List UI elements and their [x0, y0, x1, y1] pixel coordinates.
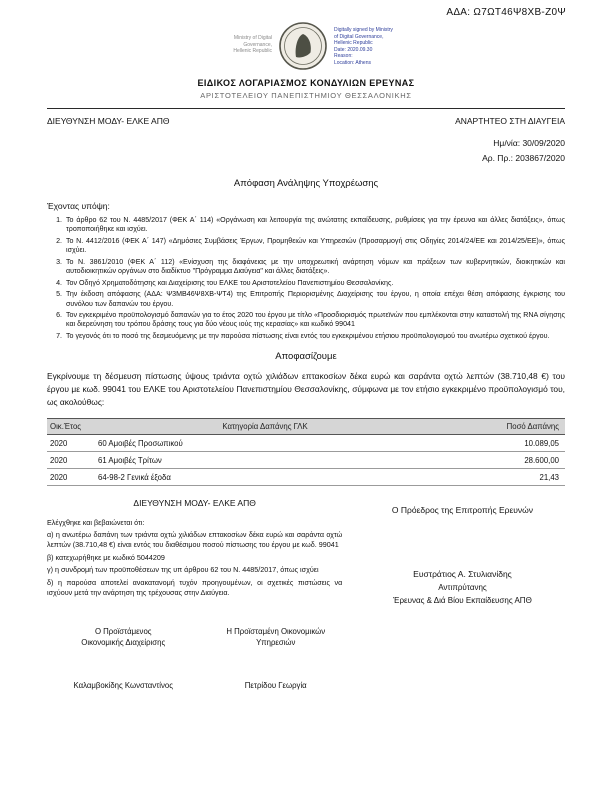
signature-text-line: Location: Athens	[334, 59, 371, 66]
legal-basis-item: 2. Το Ν. 4412/2016 (ΦΕΚ Α΄ 147) «Δημόσιες Συμβάσεις Έργων, Προμηθειών και Υπηρεσιών (Προσαρμογή στις Οδηγίες 2014/24/ΕΕ και 2014/25/ΕΕ)», όπως ισχύει.	[64, 237, 565, 255]
table-header-row	[47, 419, 565, 435]
signature-text-line: Digitally signed by Ministry	[334, 27, 393, 33]
decision-paragraph: Εγκρίνουμε τη δέσμευση πίστωσης ύψους τριάντα οχτώ χιλιάδων επτακοσίων δέκα ευρώ και σαράντα οχτώ λεπτών (38.710,48 €) του έργου με κωδ. 99041 του ΕΛΚΕ του Αριστοτελείου Πανεπιστημίου Θεσσαλονίκης, σύμφωνα με τον ετήσιο εγκεκριμένο προϋπολογισμό του, ως ακολούθως:	[47, 371, 565, 407]
president-role: Αντιπρύτανης	[438, 583, 487, 593]
col-header-fiscal-year: Οικ.Έτος	[47, 419, 95, 435]
officer-right-title: Η Προϊσταμένη Οικονομικών	[226, 627, 326, 637]
officer-left-block	[47, 627, 200, 692]
legal-basis-item: 7. Το γεγονός ότι το ποσό της δεσμευόμενης με την παρούσα πίστωσης είναι εντός του εγκεκριμένου ετήσιου προϋπολογισμού του ανωτέρω σχετικού έργου.	[64, 332, 565, 341]
ministry-text-line: Governance,	[243, 41, 272, 48]
cell-amount: 21,43	[435, 469, 565, 486]
officer-left-name: Καλαμβοκίδης Κωνσταντίνος	[73, 681, 174, 691]
verification-intro: Ελέγχθηκε και βεβαιώνεται ότι:	[47, 518, 145, 528]
verification-item: α) η ανωτέρω δαπάνη των τριάντα οχτώ χιλιάδων επτακοσίων δέκα ευρώ και σαράντα οχτώ λεπτών (38.710,48 €) είναι εντός του διαθέσιμου ποσού πίστωσης του έργου με κωδ. 99041	[47, 530, 343, 549]
cell-amount: 10.089,05	[435, 435, 565, 452]
signature-text-line: Reason:	[334, 53, 353, 59]
cell-amount: 28.600,00	[435, 452, 565, 469]
table-row	[47, 435, 565, 452]
officer-right-block	[200, 627, 353, 692]
department-row	[47, 116, 565, 126]
cell-fiscal-year: 2020	[47, 452, 95, 469]
legal-basis-item: 6. Τον εγκεκριμένο προϋπολογισμό δαπανών για το έτος 2020 του έργου με τίτλο «Προσδιορισμός πρωτεϊνών που εμπλέκονται στην καταστολή της RNA σίγησης και διερεύνηση του τρόπου δράσης τους για δύο νέους ιούς της κερασίας» και κωδικό 99041	[64, 311, 565, 329]
president-name: Ευστράτιος Α. Στυλιανίδης	[413, 569, 512, 580]
having-regard-intro: Έχοντας υπόψη:	[47, 200, 110, 211]
decision-heading: Αποφασίζουμε	[275, 351, 337, 363]
cell-fiscal-year: 2020	[47, 435, 95, 452]
president-role: Έρευνας & Διά Βίου Εκπαίδευσης ΑΠΘ	[393, 596, 532, 606]
ada-code: ΑΔΑ: Ω7ΩΤ46Ψ8ΧΒ-Ζ0Ψ	[446, 7, 566, 18]
officer-right-title: Υπηρεσιών	[256, 638, 296, 648]
table-row	[47, 452, 565, 469]
digital-signature-block	[334, 22, 414, 66]
organization-name: ΕΙΔΙΚΟΣ ΛΟΓΑΡΙΑΣΜΟΣ ΚΟΝΔΥΛΙΩΝ ΕΡΕΥΝΑΣ	[197, 78, 415, 88]
col-header-amount: Ποσό Δαπάνης	[435, 419, 565, 435]
protocol-number: Αρ. Πρ.: 203867/2020	[482, 152, 565, 163]
organization-subtitle: ΑΡΙΣΤΟΤΕΛΕΙΟΥ ΠΑΝΕΠΙΣΤΗΜΙΟΥ ΘΕΣΣΑΛΟΝΙΚΗΣ	[200, 91, 412, 100]
legal-basis-list	[47, 216, 565, 342]
department-name: ΔΙΕΥΘΥΝΣΗ ΜΟΔΥ- ΕΛΚΕ ΑΠΘ	[47, 116, 170, 126]
signature-area	[47, 498, 565, 605]
cell-category: 64-98-2 Γενικά έξοδα	[95, 469, 435, 486]
officer-left-title: Οικονομικής Διαχείρισης	[81, 638, 166, 648]
ministry-text-line: Hellenic Republic	[233, 48, 272, 54]
document-header	[47, 22, 565, 70]
verification-item: δ) η παρούσα αποτελεί ανακατανομή τυχόν προηγουμένων, οι σχετικές πιστώσεις να ισχύουν μετά την ανάρτηση της τρέχουσας στην Διαύγεια.	[47, 578, 343, 597]
cell-category: 60 Αμοιβές Προσωπικού	[95, 435, 435, 452]
officer-right-name: Πετρίδου Γεωργία	[244, 681, 307, 691]
legal-basis-item: 3. Το Ν. 3861/2010 (ΦΕΚ Α΄ 112) «Ενίσχυση της διαφάνειας με την υποχρεωτική ανάρτηση νόμων και πράξεων των κυβερνητικών, διοικητικών και αυτοδιοικητικών οργάνων στο διαδίκτυο "Πρόγραμμα Διαύγεια" και άλλες διατάξεις».	[64, 258, 565, 276]
ministry-logo-text	[198, 22, 272, 55]
table-row	[47, 469, 565, 486]
signature-text-line: of Digital Governance,	[334, 33, 384, 40]
signature-text-line: Date: 2020.09.30	[334, 46, 373, 53]
verification-block	[47, 498, 342, 605]
diavgeia-note: ΑΝΑΡΤΗΤΕΟ ΣΤΗ ΔΙΑΥΓΕΙΑ	[455, 116, 565, 126]
verification-item: γ) η συνδρομή των προϋποθέσεων της υπ άρθρου 62 του Ν. 4485/2017, όπως ισχύει	[47, 565, 319, 575]
president-signature-block	[342, 498, 565, 605]
president-title: Ο Πρόεδρος της Επιτροπής Ερευνών	[391, 505, 534, 516]
officer-left-title: Ο Προϊστάμενος	[94, 627, 152, 637]
legal-basis-item: 4. Τον Οδηγό Χρηματοδότησης και Διαχείρισης του ΕΛΚΕ του Αριστοτελείου Πανεπιστημίου Θεσσαλονίκης.	[64, 279, 565, 288]
header-divider	[47, 108, 565, 109]
ministry-text-line: Ministry of Digital	[233, 35, 272, 41]
col-header-category: Κατηγορία Δαπάνης ΓΛΚ	[95, 419, 435, 435]
signature-text-line: Hellenic Republic	[334, 40, 373, 46]
officers-signature-row	[47, 627, 352, 692]
verification-item: β) κατεχωρήθηκε με κωδικό 5044209	[47, 552, 165, 562]
document-title: Απόφαση Ανάληψης Υποχρέωσης	[233, 177, 379, 189]
cell-category: 61 Αμοιβές Τρίτων	[95, 452, 435, 469]
legal-basis-item: 5. Την έκδοση απόφασης (ΑΔΑ: Ψ3ΜΒ46Ψ8ΧΒ-ΨΤ4) της Επιτροπής Περιορισμένης Διαχείρισης του έργου, η οποία επέχει θέση απόφασης έγκρισης του συνόλου των δαπανών του έργου.	[64, 290, 565, 308]
cell-fiscal-year: 2020	[47, 469, 95, 486]
expense-table	[47, 418, 565, 486]
legal-basis-item: 1. Το άρθρο 62 του Ν. 4485/2017 (ΦΕΚ Α΄ 114) «Οργάνωση και λειτουργία της ανώτατης εκπαίδευσης, ρυθμίσεις για την έρευνα και άλλες διατάξεις», όπως τροποποιήθηκε και ισχύει.	[64, 216, 565, 234]
document-date: Ημ/νία: 30/09/2020	[493, 138, 565, 148]
verification-department: ΔΙΕΥΘΥΝΣΗ ΜΟΔΥ- ΕΛΚΕ ΑΠΘ	[133, 498, 256, 509]
university-seal-icon	[279, 22, 327, 70]
date-protocol-block	[47, 136, 565, 166]
